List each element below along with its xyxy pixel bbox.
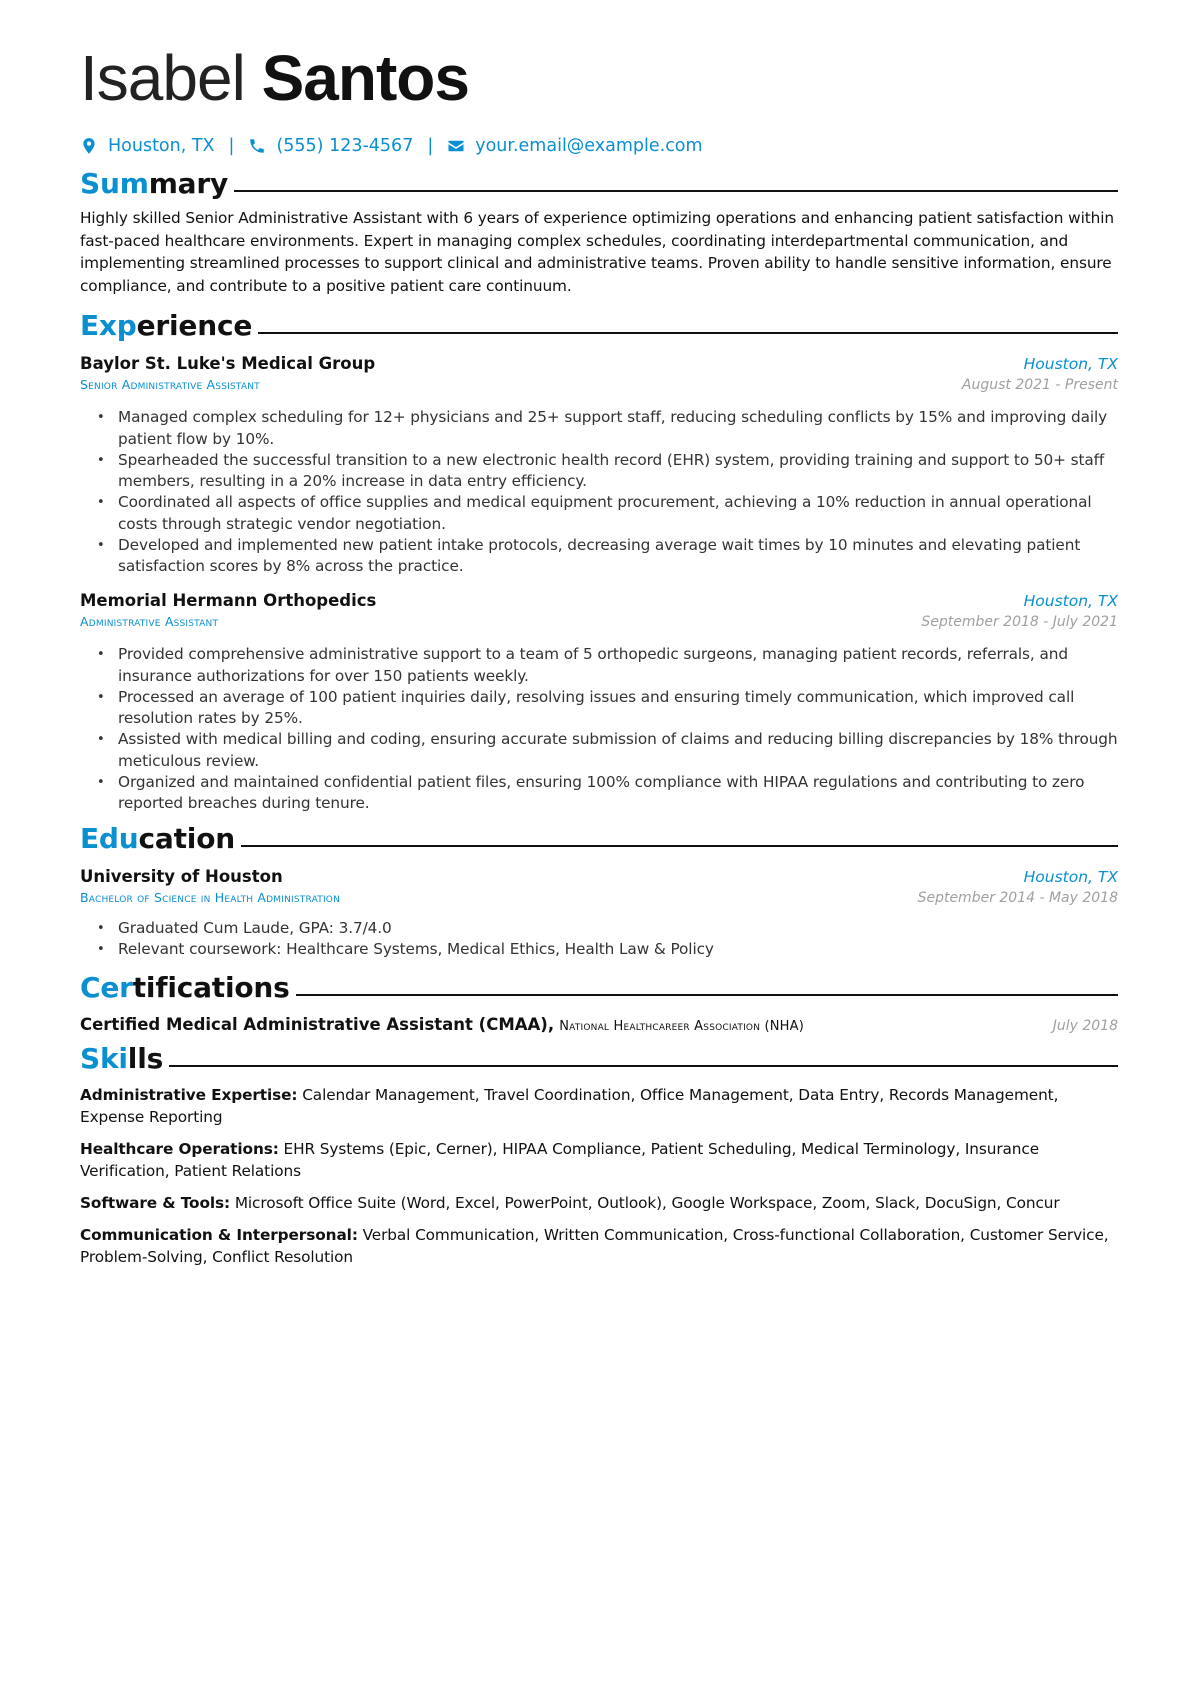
list-item: • Spearheaded the successful transition to a new electronic health record (EHR) system, providing training and support to 50+ staff members, resulting in a 20% increase in data entry efficiency. (97, 450, 1118, 493)
skill-values: Microsoft Office Suite (Word, Excel, PowerPoint, Outlook), Google Workspace, Zoom, Slack, DocuSign, Concur (234, 1194, 1060, 1212)
location-text: Houston, TX (108, 136, 215, 156)
section-divider (258, 332, 1118, 334)
section-header (80, 963, 1118, 1005)
last-name: Santos (261, 42, 469, 114)
section-title (80, 822, 235, 856)
education-header-row (80, 866, 1118, 888)
skill-label: Software & Tools: (80, 1194, 231, 1212)
title-accent: Edu (80, 822, 139, 855)
title-rest: tifications (132, 971, 290, 1004)
section-divider (241, 845, 1118, 847)
certifications-section (80, 963, 1118, 1036)
skill-values: Verbal Communication, Written Communication, Cross-functional Collaboration, Customer Service, Problem-Solving, Conflict Resolution (80, 1226, 1109, 1266)
section-header (80, 1034, 1118, 1076)
job-subheader-row (80, 612, 1118, 632)
section-title (80, 971, 290, 1005)
education-entry (80, 866, 1118, 961)
section-title (80, 309, 252, 343)
school-name: University of Houston (80, 867, 283, 886)
map-pin-icon (80, 137, 98, 155)
job-bullets (80, 644, 1118, 815)
skill-group (80, 1138, 1118, 1182)
list-item: • Processed an average of 100 patient inquiries daily, resolving issues and ensuring timely communication, which improved call resolution rates by 25%. (97, 687, 1118, 730)
skill-label: Administrative Expertise: (80, 1086, 298, 1104)
section-title (80, 167, 228, 201)
contact-separator: | (228, 136, 235, 156)
job-location: Houston, TX (1023, 592, 1118, 610)
list-item: • Managed complex scheduling for 12+ physicians and 25+ support staff, reducing scheduling conflicts by 15% and improving daily patient flow by 10%. (97, 407, 1118, 450)
job-entry (80, 353, 1118, 578)
list-item: • Organized and maintained confidential patient files, ensuring 100% compliance with HIPAA regulations and contributing to zero reported breaches during tenure. (97, 772, 1118, 815)
degree: Bachelor of Science in Health Administration (80, 890, 341, 905)
job-header-row (80, 590, 1118, 612)
section-divider (296, 994, 1118, 996)
experience-section (80, 301, 1118, 815)
section-header (80, 301, 1118, 343)
job-role: Administrative Assistant (80, 614, 219, 629)
school-location: Houston, TX (1023, 868, 1118, 886)
skill-group (80, 1192, 1118, 1214)
phone-icon (248, 137, 266, 155)
certification-date: July 2018 (1052, 1018, 1118, 1034)
contact-separator: | (427, 136, 434, 156)
certification-comma: , (547, 1015, 555, 1034)
title-rest: lls (127, 1042, 164, 1075)
certification-entry (80, 1015, 1118, 1036)
job-dates: September 2018 - July 2021 (921, 614, 1118, 630)
job-bullets (80, 407, 1118, 578)
title-accent: Exp (80, 309, 137, 342)
title-accent: Ski (80, 1042, 128, 1075)
title-rest: cation (138, 822, 235, 855)
skill-group (80, 1224, 1118, 1268)
skill-label: Healthcare Operations: (80, 1140, 279, 1158)
skill-group (80, 1084, 1118, 1128)
certification-text (80, 1015, 804, 1034)
candidate-name (80, 40, 1118, 116)
skill-values: EHR Systems (Epic, Cerner), HIPAA Compliance, Patient Scheduling, Medical Terminology, Insurance Verification, Patient Relations (80, 1140, 1040, 1180)
phone-link[interactable]: (555) 123-4567 (276, 136, 414, 156)
job-entry (80, 590, 1118, 815)
education-dates: September 2014 - May 2018 (917, 890, 1118, 906)
certification-issuer: National Healthcareer Association (NHA) (559, 1019, 805, 1034)
resume-page (80, 40, 1118, 1278)
first-name: Isabel (80, 42, 245, 114)
certification-name: Certified Medical Administrative Assistant (CMAA) (80, 1015, 548, 1034)
envelope-icon (447, 137, 465, 155)
list-item: • Coordinated all aspects of office supplies and medical equipment procurement, achieving a 10% reduction in annual operational costs through strategic vendor negotiation. (97, 492, 1118, 535)
list-item: • Relevant coursework: Healthcare Systems, Medical Ethics, Health Law & Policy (97, 939, 1118, 961)
education-section (80, 814, 1118, 961)
list-item: • Graduated Cum Laude, GPA: 3.7/4.0 (97, 918, 1118, 940)
job-organization: Baylor St. Luke's Medical Group (80, 354, 376, 373)
summary-text: Highly skilled Senior Administrative Assistant with 6 years of experience optimizing operations and enhancing patient satisfaction within fast-paced healthcare environments. Expert in managing complex schedules, coordinating interdepartmental communication, and implementing streamlined processes to support clinical and administrative teams. Proven ability to handle sensitive information, ensure compliance, and contribute to a positive patient care continuum. (80, 209, 1114, 295)
contact-line (80, 133, 1118, 159)
section-header (80, 159, 1118, 201)
skills-list (80, 1084, 1118, 1268)
title-rest: mary (148, 167, 229, 200)
job-organization: Memorial Hermann Orthopedics (80, 591, 377, 610)
job-header-row (80, 353, 1118, 375)
job-dates: August 2021 - Present (961, 377, 1118, 393)
education-subheader-row (80, 888, 1118, 908)
skill-label: Communication & Interpersonal: (80, 1226, 358, 1244)
title-accent: Cer (80, 971, 133, 1004)
skill-values: Calendar Management, Travel Coordination, Office Management, Data Entry, Records Management, Expense Reporting (80, 1086, 1059, 1126)
title-accent: Sum (80, 167, 149, 200)
list-item: • Provided comprehensive administrative support to a team of 5 orthopedic surgeons, managing patient records, referrals, and insurance authorizations for over 150 patients weekly. (97, 644, 1118, 687)
section-divider (169, 1065, 1118, 1067)
list-item: • Developed and implemented new patient intake protocols, decreasing average wait times by 10 minutes and elevating patient satisfaction scores by 8% across the practice. (97, 535, 1118, 578)
education-bullets (80, 918, 1118, 961)
job-location: Houston, TX (1023, 355, 1118, 373)
section-header (80, 814, 1118, 856)
title-rest: erience (136, 309, 253, 342)
summary-section (80, 159, 1118, 297)
section-divider (234, 190, 1118, 192)
job-role: Senior Administrative Assistant (80, 377, 260, 392)
list-item: • Assisted with medical billing and coding, ensuring accurate submission of claims and reducing billing discrepancies by 18% through meticulous review. (97, 729, 1118, 772)
section-title (80, 1042, 163, 1076)
job-subheader-row (80, 375, 1118, 395)
skills-section (80, 1034, 1118, 1268)
email-link[interactable]: your.email@example.com (475, 136, 703, 156)
